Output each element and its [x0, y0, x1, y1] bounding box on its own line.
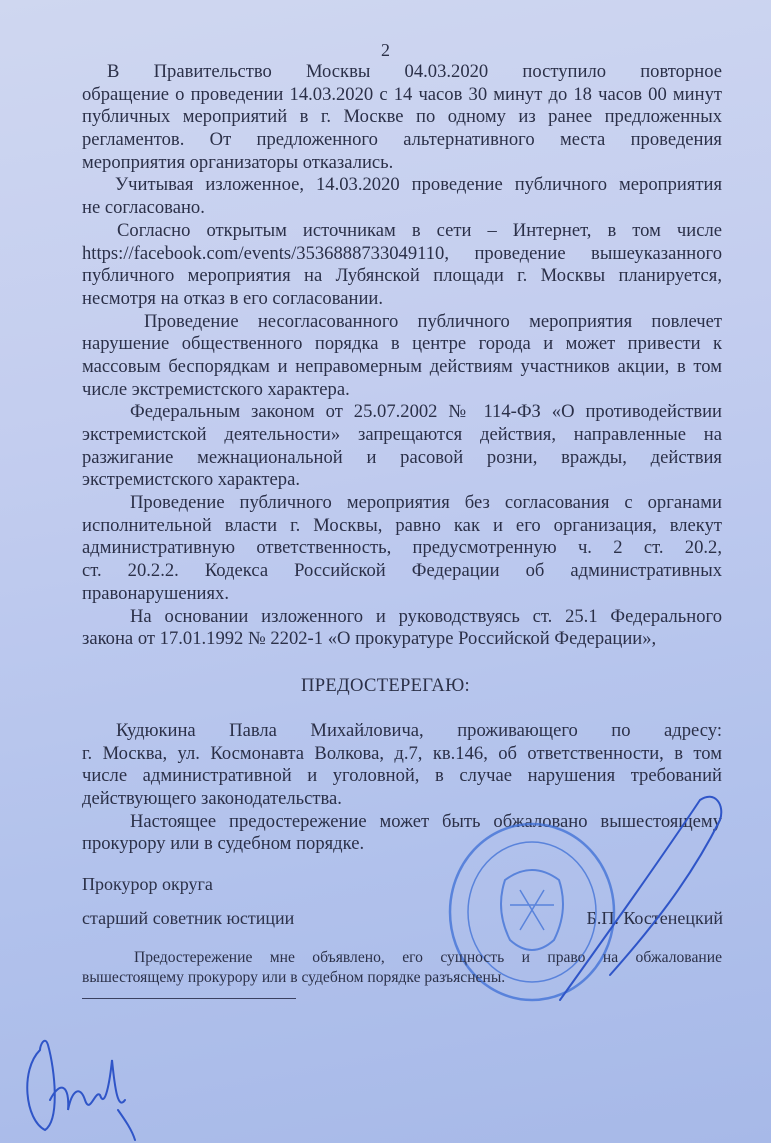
- text-line: Настоящее предостережение может быть обжаловано вышестоящему: [130, 810, 722, 832]
- text-line: числе административной и уголовной, в случае нарушения требований: [82, 765, 722, 787]
- text-line: исполнительной власти г. Москвы, равно как и его организация, влекут: [82, 514, 722, 536]
- text-line: В Правительство Москвы 04.03.2020 поступило повторное: [107, 61, 722, 82]
- notice-line: вышестоящему прокурору или в судебном порядке разъяснены.: [82, 969, 506, 986]
- text-line: Проведение публичного мероприятия без согласования с органами: [130, 492, 722, 514]
- document-heading: ПРЕДОСТЕРЕГАЮ:: [301, 675, 470, 696]
- text-line: На основании изложенного и руководствуясь ст. 25.1 Федерального: [130, 605, 722, 627]
- text-line: Учитывая изложенное, 14.03.2020 проведение публичного мероприятия: [115, 174, 722, 196]
- page-number: 2: [381, 40, 390, 60]
- signatory-name: Б.П. Костенецкий: [586, 908, 723, 928]
- prosecutor-signature: [560, 797, 721, 1000]
- text-line: правонарушениях.: [82, 582, 229, 604]
- text-line: мероприятия организаторы отказались.: [82, 151, 394, 173]
- text-line: экстремистской деятельности» запрещаются действия, направленные на: [82, 424, 722, 445]
- recipient-signature: [27, 1041, 135, 1140]
- text-line: закона от 17.01.1992 № 2202-1 «О прокуратуре Российской Федерации»,: [82, 628, 657, 650]
- text-line: не согласовано.: [82, 197, 205, 219]
- signatory-position: Прокурор округа: [82, 874, 213, 894]
- text-line: Согласно открытым источникам в сети – Интернет, в том числе: [117, 219, 722, 241]
- notice-line: Предостережение мне объявлено, его сущность и право на обжалование: [134, 949, 722, 966]
- text-line: экстремистского характера.: [82, 469, 300, 491]
- text-line: разжигание межнациональной и расовой розни, вражды, действия: [82, 446, 722, 468]
- text-line: обращение о проведении 14.03.2020 с 14 часов 30 минут до 18 часов 00 минут: [82, 83, 722, 105]
- text-line: г. Москва, ул. Космонавта Волкова, д.7, кв.146, об ответственности, в том: [82, 742, 722, 764]
- text-line: нарушение общественного порядка в центре города и может привести к: [82, 333, 722, 355]
- text-line: Проведение несогласованного публичного мероприятия повлечет: [144, 310, 722, 332]
- text-line: Федеральным законом от 25.07.2002 № 114-ФЗ «О противодействии: [130, 401, 722, 423]
- text-line: публичного мероприятия на Лубянской площади г. Москвы планируется,: [82, 265, 722, 287]
- text-line: действующего законодательства.: [82, 788, 342, 810]
- text-line: публичных мероприятий в г. Москве по одному из ранее предложенных: [82, 106, 722, 128]
- signatory-rank: старший советник юстиции: [82, 908, 295, 928]
- text-line: прокурору или в судебном порядке.: [82, 833, 365, 855]
- text-line: массовым беспорядкам и неправомерным действиям участников акции, в том: [82, 355, 722, 377]
- text-line: https://facebook.com/events/3536888733049110, проведение вышеуказанного: [82, 242, 722, 264]
- text-line: ст. 20.2.2. Кодекса Российской Федерации об административных: [82, 560, 722, 582]
- text-line: регламентов. От предложенного альтернативного места проведения: [82, 129, 722, 151]
- text-line: числе экстремистского характера.: [82, 378, 350, 400]
- text-line: Кудюкина Павла Михайловича, проживающего по адресу:: [116, 720, 722, 741]
- text-line: административную ответственность, предусмотренную ч. 2 ст. 20.2,: [82, 537, 722, 559]
- text-line: несмотря на отказ в его согласовании.: [82, 287, 384, 309]
